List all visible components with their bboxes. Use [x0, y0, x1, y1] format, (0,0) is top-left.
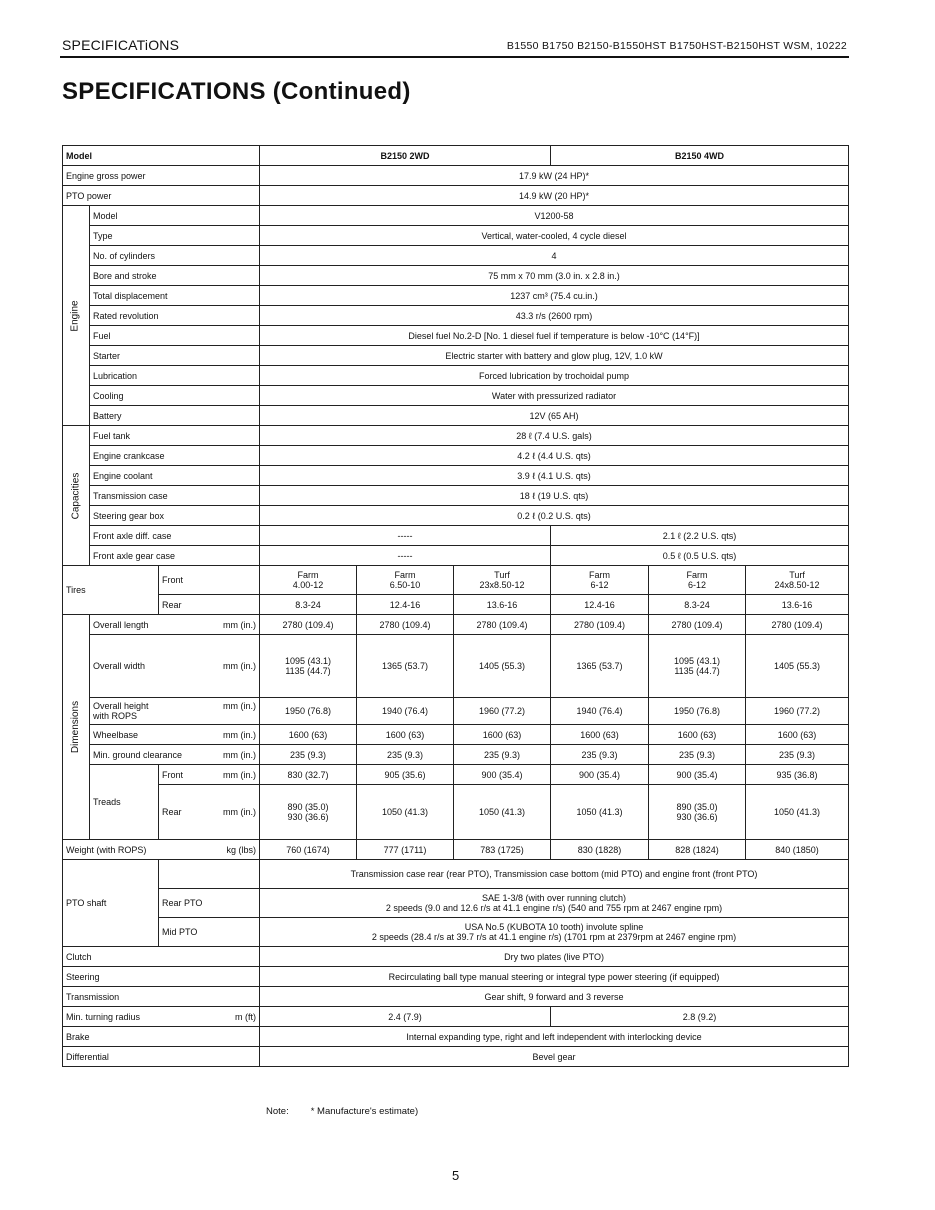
table-row: [63, 765, 849, 785]
weight-label: [63, 840, 260, 860]
dim-value: [746, 635, 849, 698]
engine-row-value: 75 mm x 70 mm (3.0 in. x 2.8 in.): [260, 266, 849, 286]
footnote: [266, 1106, 418, 1117]
pto-power-value: 14.9 kW (20 HP)*: [260, 186, 849, 206]
table-row: [63, 266, 849, 286]
tire-rear-cell: 8.3-24: [260, 595, 357, 615]
table-row: [63, 1047, 849, 1067]
dim-line: 1365 (53.7): [381, 661, 429, 671]
dim-value: 235 (9.3): [746, 745, 849, 765]
engine-row-value: 4: [260, 246, 849, 266]
dim-line: 1095 (43.1): [673, 656, 721, 666]
capacity-row-label: Engine coolant: [90, 466, 260, 486]
dim-value: 2780 (109.4): [454, 615, 551, 635]
dim-label: Overall length: [93, 619, 149, 630]
dim-value: 235 (9.3): [551, 745, 649, 765]
table-row: [63, 698, 849, 725]
dim-value: 900 (35.4): [551, 765, 649, 785]
capacity-row-label: Steering gear box: [90, 506, 260, 526]
dim-unit: mm (in.): [223, 749, 256, 760]
tire-type: Turf: [494, 570, 510, 580]
transmission-value: Gear shift, 9 forward and 3 reverse: [260, 987, 849, 1007]
tire-type: Farm: [394, 570, 416, 580]
table-row: [63, 595, 849, 615]
pto-line: 2 speeds (9.0 and 12.6 r/s at 41.1 engine r/s) (540 and 755 rpm at 2467 engine rpm): [385, 903, 723, 913]
dim-value: 1600 (63): [454, 725, 551, 745]
table-row: [63, 366, 849, 386]
note-label: Note:: [266, 1106, 289, 1117]
front-axle-diff-2wd: -----: [260, 526, 551, 546]
dim-label-line: Overall height: [93, 701, 149, 711]
table-row: [63, 346, 849, 366]
table-row: [63, 615, 849, 635]
tire-rear-cell: 13.6-16: [454, 595, 551, 615]
dim-line: 930 (36.6): [676, 812, 718, 822]
pto-blank: [159, 860, 260, 889]
brake-value: Internal expanding type, right and left independent with interlocking device: [260, 1027, 849, 1047]
dim-value: 2780 (109.4): [357, 615, 454, 635]
capacity-row-value: 28 ℓ (7.4 U.S. gals): [260, 426, 849, 446]
dim-value: [260, 785, 357, 840]
dim-value: 235 (9.3): [260, 745, 357, 765]
tire-front-cell: [746, 566, 849, 595]
tires-label: Tires: [63, 566, 159, 615]
table-row: [63, 889, 849, 918]
table-row: [63, 226, 849, 246]
table-row: [63, 566, 849, 595]
dim-unit: mm (in.): [223, 729, 256, 740]
model-label: Model: [63, 146, 260, 166]
engine-row-label: Type: [90, 226, 260, 246]
engine-row-value: Forced lubrication by trochoidal pump: [260, 366, 849, 386]
weight-value: 783 (1725): [454, 840, 551, 860]
dim-line: 1135 (44.7): [674, 666, 720, 676]
dim-label-line: with ROPS: [93, 711, 138, 721]
dim-value: 2780 (109.4): [260, 615, 357, 635]
wheelbase-label: [90, 725, 260, 745]
dim-value: 235 (9.3): [454, 745, 551, 765]
engine-row-label: No. of cylinders: [90, 246, 260, 266]
gross-power-value: 17.9 kW (24 HP)*: [260, 166, 849, 186]
overall-height-label: [90, 698, 260, 725]
turning-radius-label: [63, 1007, 260, 1027]
dim-unit: mm (in.): [223, 701, 256, 711]
pto-line: USA No.5 (KUBOTA 10 tooth) involute spline: [464, 922, 644, 932]
capacity-row-value: 4.2 ℓ (4.4 U.S. qts): [260, 446, 849, 466]
weight-value: 830 (1828): [551, 840, 649, 860]
tire-type: Farm: [589, 570, 611, 580]
dim-value: [649, 785, 746, 840]
treads-front-label: [159, 765, 260, 785]
table-row: [63, 446, 849, 466]
capacity-row-value: 3.9 ℓ (4.1 U.S. qts): [260, 466, 849, 486]
engine-row-value: 1237 cm³ (75.4 cu.in.): [260, 286, 849, 306]
dim-value: 1600 (63): [551, 725, 649, 745]
turning-4wd: 2.8 (9.2): [551, 1007, 849, 1027]
table-row: [63, 947, 849, 967]
tire-size: 6-12: [590, 580, 609, 590]
table-row: [63, 426, 849, 446]
dim-label: Rear: [162, 807, 182, 817]
dim-value: 2780 (109.4): [551, 615, 649, 635]
col-2wd-header: B2150 2WD: [260, 146, 551, 166]
tire-type: Turf: [789, 570, 805, 580]
brake-label: Brake: [63, 1027, 260, 1047]
dim-line: 1050 (41.3): [478, 807, 526, 817]
dim-value: [746, 785, 849, 840]
engine-row-label: Starter: [90, 346, 260, 366]
treads-label: Treads: [90, 765, 159, 840]
dim-value: 935 (36.8): [746, 765, 849, 785]
dim-label: Overall width: [93, 661, 146, 671]
table-row: [63, 840, 849, 860]
engine-row-label: Bore and stroke: [90, 266, 260, 286]
dim-value: [454, 785, 551, 840]
dim-value: 1960 (77.2): [454, 698, 551, 725]
table-row: [63, 466, 849, 486]
dim-value: 2780 (109.4): [746, 615, 849, 635]
table-row: [63, 745, 849, 765]
table-row: [63, 206, 849, 226]
gross-power-label: Engine gross power: [63, 166, 260, 186]
pto-location: Transmission case rear (rear PTO), Transmission case bottom (mid PTO) and engine front (front PTO): [260, 860, 849, 889]
dim-unit: mm (in.): [223, 807, 256, 817]
front-axle-gear-4wd: 0.5 ℓ (0.5 U.S. qts): [551, 546, 849, 566]
engine-row-label: Lubrication: [90, 366, 260, 386]
engine-row-value: Diesel fuel No.2-D [No. 1 diesel fuel if temperature is below -10°C (14°F)]: [260, 326, 849, 346]
model-list-header: B1550 B1750 B2150-B1550HST B1750HST-B2150HST WSM, 10222: [506, 40, 847, 52]
dim-value: 1600 (63): [260, 725, 357, 745]
transmission-label: Transmission: [63, 987, 260, 1007]
engine-row-label: Total displacement: [90, 286, 260, 306]
weight-value: 828 (1824): [649, 840, 746, 860]
tire-front-cell: [551, 566, 649, 595]
engine-group: [63, 206, 90, 426]
dim-unit: mm (in.): [223, 661, 256, 671]
overall-length-label: [90, 615, 260, 635]
page-title: SPECIFICATIONS (Continued): [62, 78, 411, 105]
tire-front-cell: [357, 566, 454, 595]
table-row: [63, 1027, 849, 1047]
dim-value: 830 (32.7): [260, 765, 357, 785]
mid-pto-value: [260, 918, 849, 947]
tire-size: 6-12: [688, 580, 707, 590]
spec-table: [62, 145, 849, 1067]
weight-value: 840 (1850): [746, 840, 849, 860]
dim-value: 905 (35.6): [357, 765, 454, 785]
clutch-label: Clutch: [63, 947, 260, 967]
dim-label: Min. ground clearance: [93, 749, 183, 760]
engine-row-label: Battery: [90, 406, 260, 426]
weight-value: 777 (1711): [357, 840, 454, 860]
dim-value: [260, 635, 357, 698]
tire-front-cell: [454, 566, 551, 595]
table-row: [63, 326, 849, 346]
engine-row-label: Model: [90, 206, 260, 226]
table-row: [63, 506, 849, 526]
dimensions-group-label: Dimensions: [70, 700, 81, 754]
engine-row-value: Water with pressurized radiator: [260, 386, 849, 406]
dim-value: [551, 635, 649, 698]
table-row: [63, 1007, 849, 1027]
engine-row-label: Rated revolution: [90, 306, 260, 326]
dim-value: 1940 (76.4): [551, 698, 649, 725]
overall-width-label: [90, 635, 260, 698]
turning-unit: m (ft): [235, 1011, 256, 1022]
table-row: [63, 526, 849, 546]
engine-row-value: V1200-58: [260, 206, 849, 226]
dimensions-group: [63, 615, 90, 840]
dim-line: 890 (35.0): [676, 802, 718, 812]
dim-line: 1405 (55.3): [774, 661, 821, 671]
tire-size: 23x8.50-12: [479, 580, 525, 590]
dim-unit: mm (in.): [223, 619, 256, 630]
differential-label: Differential: [63, 1047, 260, 1067]
dim-value: [357, 785, 454, 840]
pto-line: SAE 1-3/8 (with over running clutch): [481, 893, 627, 903]
dim-value: [357, 635, 454, 698]
front-axle-gear-2wd: -----: [260, 546, 551, 566]
engine-row-value: 43.3 r/s (2600 rpm): [260, 306, 849, 326]
treads-rear-label: [159, 785, 260, 840]
dim-label: Wheelbase: [93, 729, 139, 740]
weight-value: 760 (1674): [260, 840, 357, 860]
turning-label-text: Min. turning radius: [66, 1011, 141, 1022]
tire-type: Farm: [686, 570, 708, 580]
weight-label-text: Weight (with ROPS): [66, 844, 147, 855]
tires-rear-label: Rear: [159, 595, 260, 615]
dim-value: 1940 (76.4): [357, 698, 454, 725]
dim-value: 1600 (63): [357, 725, 454, 745]
dim-label: [93, 701, 149, 721]
dim-line: 1050 (41.3): [774, 807, 821, 817]
dim-line: 1405 (55.3): [478, 661, 526, 671]
steering-label: Steering: [63, 967, 260, 987]
dim-value: [551, 785, 649, 840]
dim-value: 900 (35.4): [649, 765, 746, 785]
tire-type: Farm: [297, 570, 319, 580]
dim-value: [649, 635, 746, 698]
capacity-row-label: Engine crankcase: [90, 446, 260, 466]
engine-group-label: Engine: [70, 299, 82, 332]
tire-size: 6.50-10: [389, 580, 421, 590]
front-axle-diff-4wd: 2.1 ℓ (2.2 U.S. qts): [551, 526, 849, 546]
dim-line: 1050 (41.3): [381, 807, 429, 817]
table-row: [63, 306, 849, 326]
table-row: [63, 725, 849, 745]
clearance-label: [90, 745, 260, 765]
engine-row-value: Vertical, water-cooled, 4 cycle diesel: [260, 226, 849, 246]
tires-front-label: Front: [159, 566, 260, 595]
table-row: [63, 146, 849, 166]
table-row: [63, 386, 849, 406]
dim-line: 1135 (44.7): [285, 666, 331, 676]
dim-label: Front: [162, 769, 184, 780]
dim-line: 930 (36.6): [287, 812, 329, 822]
pto-line: 2 speeds (28.4 r/s at 39.7 r/s at 41.1 engine r/s) (1701 rpm at 2379rpm at 2467 engine rpm): [371, 932, 737, 942]
tire-front-cell: [260, 566, 357, 595]
page-number: 5: [452, 1168, 460, 1183]
dim-value: 1950 (76.8): [649, 698, 746, 725]
differential-value: Bevel gear: [260, 1047, 849, 1067]
table-row: [63, 918, 849, 947]
capacity-row-value: 18 ℓ (19 U.S. qts): [260, 486, 849, 506]
weight-unit: kg (lbs): [226, 844, 256, 855]
table-row: [63, 186, 849, 206]
dim-value: 1960 (77.2): [746, 698, 849, 725]
dim-line: 1365 (53.7): [576, 661, 623, 671]
capacities-group-label: Capacities: [70, 472, 82, 519]
engine-row-value: Electric starter with battery and glow plug, 12V, 1.0 kW: [260, 346, 849, 366]
table-row: [63, 406, 849, 426]
table-row: [63, 635, 849, 698]
clutch-value: Dry two plates (live PTO): [260, 947, 849, 967]
table-row: [63, 860, 849, 889]
pto-power-label: PTO power: [63, 186, 260, 206]
capacity-row-label: Transmission case: [90, 486, 260, 506]
table-row: [63, 546, 849, 566]
turning-2wd: 2.4 (7.9): [260, 1007, 551, 1027]
dim-value: 235 (9.3): [357, 745, 454, 765]
tire-rear-cell: 12.4-16: [551, 595, 649, 615]
table-row: [63, 246, 849, 266]
table-row: [63, 166, 849, 186]
dim-value: 1600 (63): [746, 725, 849, 745]
tire-rear-cell: 8.3-24: [649, 595, 746, 615]
rear-pto-label: Rear PTO: [159, 889, 260, 918]
front-axle-gear-label: Front axle gear case: [90, 546, 260, 566]
steering-value: Recirculating ball type manual steering or integral type power steering (if equipped): [260, 967, 849, 987]
dim-value: 900 (35.4): [454, 765, 551, 785]
dim-line: 1095 (43.1): [284, 656, 332, 666]
tire-size: 4.00-12: [292, 580, 324, 590]
front-axle-diff-label: Front axle diff. case: [90, 526, 260, 546]
capacity-row-value: 0.2 ℓ (0.2 U.S. qts): [260, 506, 849, 526]
dim-value: 1950 (76.8): [260, 698, 357, 725]
dim-value: 1600 (63): [649, 725, 746, 745]
pto-shaft-label: PTO shaft: [63, 860, 159, 947]
table-row: [63, 286, 849, 306]
table-row: [63, 987, 849, 1007]
dim-value: [454, 635, 551, 698]
mid-pto-label: Mid PTO: [159, 918, 260, 947]
engine-row-value: 12V (65 AH): [260, 406, 849, 426]
dim-line: 1050 (41.3): [576, 807, 623, 817]
dim-value: 2780 (109.4): [649, 615, 746, 635]
tire-rear-cell: 12.4-16: [357, 595, 454, 615]
rear-pto-value: [260, 889, 849, 918]
engine-row-label: Fuel: [90, 326, 260, 346]
tire-rear-cell: 13.6-16: [746, 595, 849, 615]
table-row: [63, 486, 849, 506]
table-row: [63, 785, 849, 840]
tire-front-cell: [649, 566, 746, 595]
capacity-row-label: Fuel tank: [90, 426, 260, 446]
section-header: SPECIFICATiONS: [62, 37, 180, 53]
table-row: [63, 967, 849, 987]
engine-row-label: Cooling: [90, 386, 260, 406]
note-text: * Manufacture's estimate): [310, 1106, 419, 1117]
dim-line: 890 (35.0): [287, 802, 329, 812]
header-rule: [60, 56, 849, 58]
dim-unit: mm (in.): [223, 769, 256, 780]
capacities-group: [63, 426, 90, 566]
tire-size: 24x8.50-12: [774, 580, 820, 590]
dim-value: 235 (9.3): [649, 745, 746, 765]
col-4wd-header: B2150 4WD: [551, 146, 849, 166]
